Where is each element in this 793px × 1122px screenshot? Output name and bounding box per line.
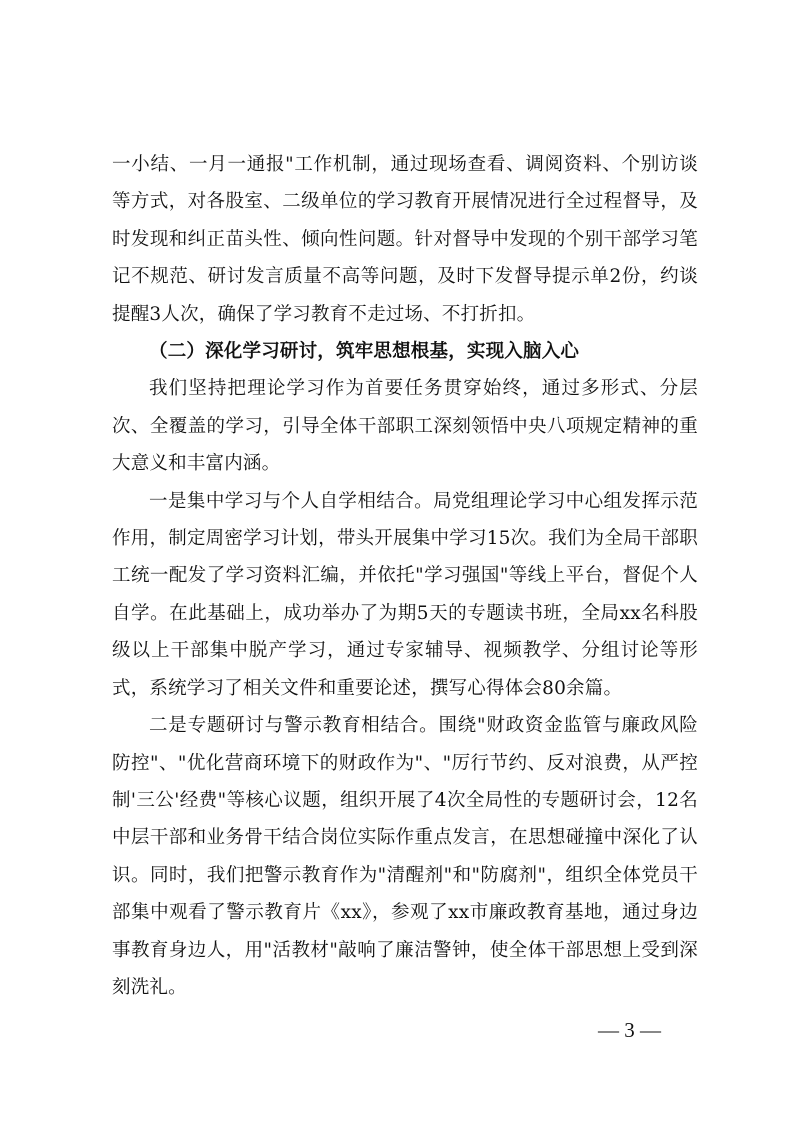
page-number: — 3 — <box>598 1018 661 1042</box>
section-heading: （二）深化学习研讨，筑牢思想根基，实现入脑入心 <box>149 341 580 363</box>
paragraph-point-one: 一是集中学习与个人自学相结合。局党组理论学习中心组发挥示范作用，制定周密学习计划，带头开展集中学习15次。我们为全局干部职工统一配发了学习资料汇编，并依托"学习强国"等线上平台，督促个人自学。在此基础上，成功举办了为期5天的专题读书班，全局xx名科股级以上干部集中脱产学习，通过专家辅导、视频教学、分组讨论等形式，系统学习了相关文件和重要论述，撰写心得体会80余篇。 <box>112 490 698 699</box>
paragraph-point-two: 二是专题研讨与警示教育相结合。围绕"财政资金监管与廉政风险防控"、"优化营商环境下的财政作为"、"厉行节约、反对浪费，从严控制'三公'经费"等核心议题，组织开展了4次全局性的专题研讨会，12名中层干部和业务骨干结合岗位实际作重点发言，在思想碰撞中深化了认识。同时，我们把警示教育作为"清醒剂"和"防腐剂"，组织全体党员干部集中观看了警示教育片《xx》，参观了xx市廉政教育基地，通过身边事教育身边人，用"活教材"敲响了廉洁警钟，使全体干部思想上受到深刻洗礼。 <box>112 715 698 998</box>
paragraph-intro: 我们坚持把理论学习作为首要任务贯穿始终，通过多形式、分层次、全覆盖的学习，引导全体干部职工深刻领悟中央八项规定精神的重大意义和丰富内涵。 <box>112 378 698 475</box>
document-body <box>112 146 698 1006</box>
paragraph-continuation: 一小结、一月一通报"工作机制，通过现场查看、调阅资料、个别访谈等方式，对各股室、二级单位的学习教育开展情况进行全过程督导，及时发现和纠正苗头性、倾向性问题。针对督导中发现的个别干部学习笔记不规范、研讨发言质量不高等问题，及时下发督导提示单2份，约谈提醒3人次，确保了学习教育不走过场、不打折扣。 <box>112 154 698 325</box>
